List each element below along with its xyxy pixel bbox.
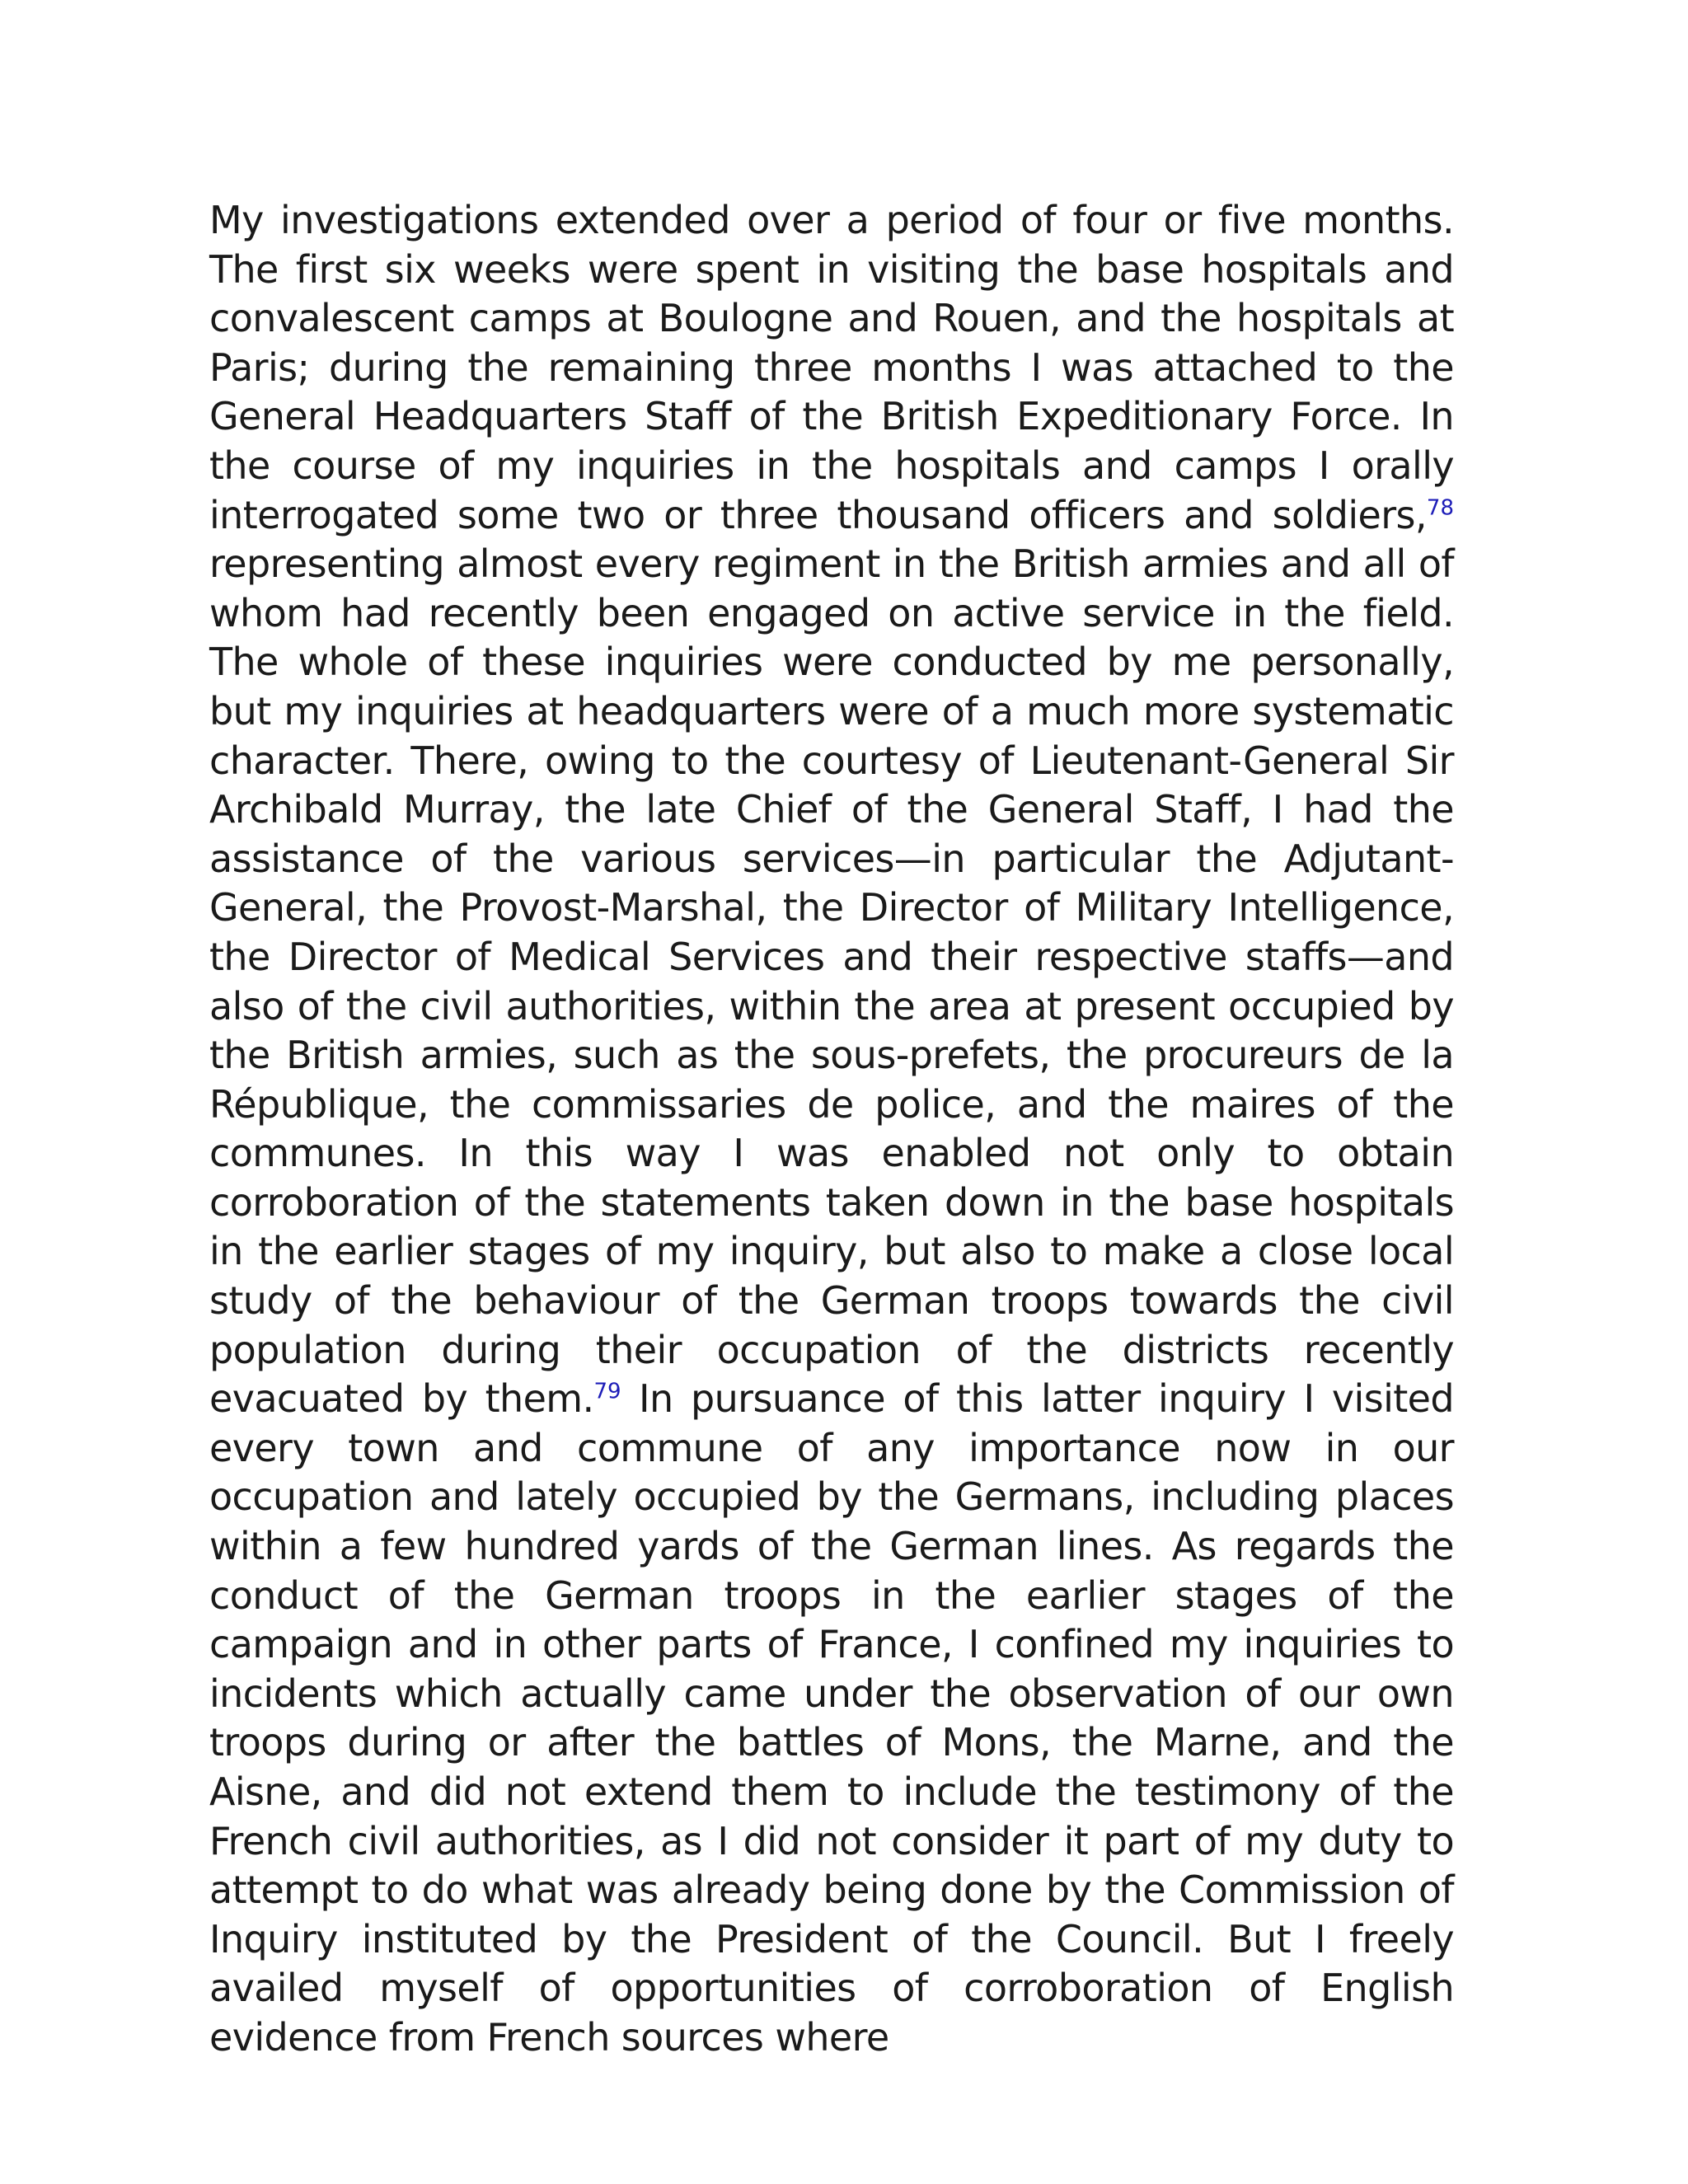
text-segment-3: In pursuance of this latter inquiry I visited every town and commune of any importance now in our occupation and lately occupied by the Germans, including places within a few hundred yards of the German lines. As regards the conduct of the German troops in the earlier stages of the campaign and in other parts of France, I confined my inquiries to incidents which actually came under the observation of our own troops during or after the battles of Mons, the Marne, and the Aisne, and did not extend them to include the testimony of the French civil authorities, as I did not consider it part of my duty to attempt to do what was already being done by the Commission of Inquiry instituted by the President of the Council. But I freely availed myself of opportunities of corroboration of English evidence from French sources where bbox=[209, 1376, 1454, 2060]
page-body bbox=[209, 196, 1454, 2063]
footnote-ref-79[interactable]: 79 bbox=[593, 1379, 621, 1404]
text-segment-2: representing almost every regiment in the British armies and all of whom had recently been engaged on active service in the field. The whole of these inquiries were conducted by me personally, but my inquiries at headquarters were of a much more systematic character. There, owing to the courtesy of Lieutenant-General Sir Archibald Murray, the late Chief of the General Staff, I had the assistance of the various services—in particular the Adjutant-General, the Provost-Marshal, the Director of Military Intelligence, the Director of Medical Services and their respective staffs—and also of the civil authorities, within the area at present occupied by the British armies, such as the sous-prefets, the procureurs de la République, the commissaries de police, and the maires of the communes. In this way I was enabled not only to obtain corroboration of the statements taken down in the base hospitals in the earlier stages of my inquiry, but also to make a close local study of the behaviour of the German troops towards the civil population during their occupation of the districts recently evacuated by them. bbox=[209, 541, 1454, 1422]
body-paragraph bbox=[209, 196, 1454, 2063]
footnote-ref-78[interactable]: 78 bbox=[1426, 495, 1454, 521]
text-segment-1: My investigations extended over a period of four or five months. The first six weeks were spent in visiting the base hospitals and convalescent camps at Boulogne and Rouen, and the hospitals at Paris; during the remaining three months I was attached to the General Headquarters Staff of the British Expeditionary Force. In the course of my inquiries in the hospitals and camps I orally interrogated some two or three thousand officers and soldiers, bbox=[209, 198, 1454, 537]
